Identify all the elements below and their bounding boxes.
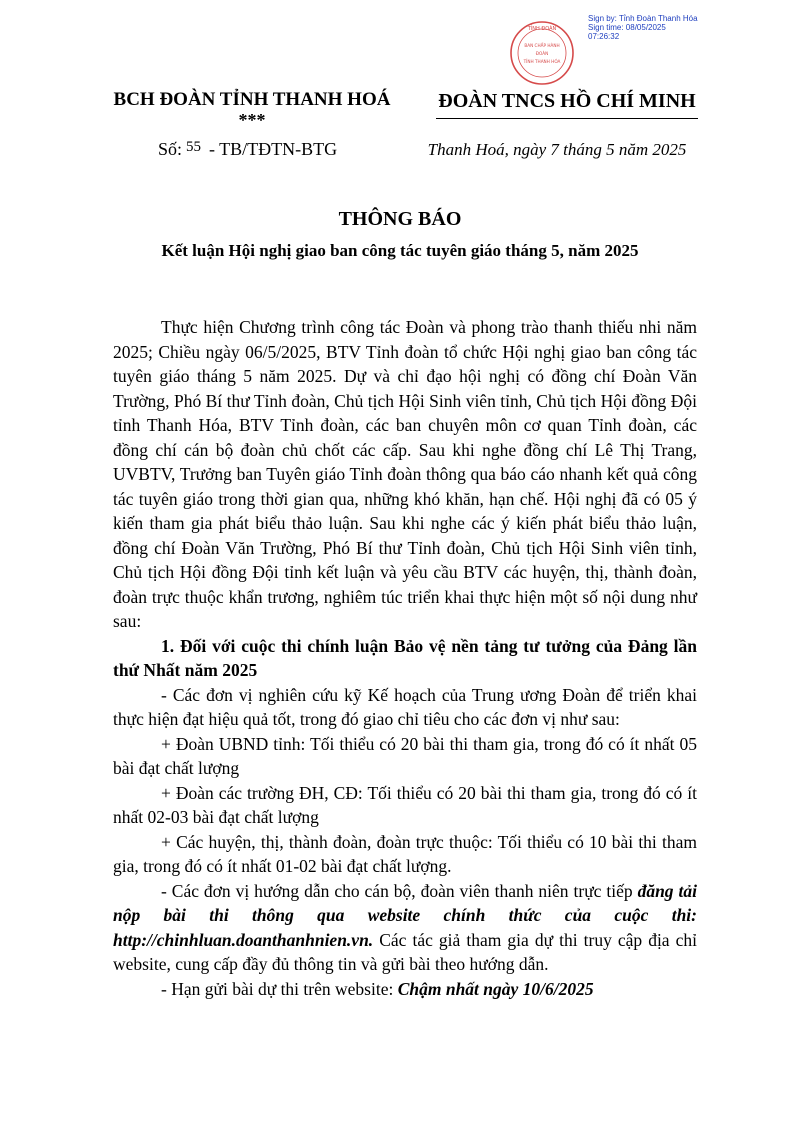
sign-time-text: Sign time: 08/05/2025 07:26:32: [588, 23, 666, 41]
number-prefix: Số:: [158, 139, 183, 159]
deadline-text: Chậm nhất ngày 10/6/2025: [397, 978, 594, 999]
section-1-paragraph-4: + Các huyện, thị, thành đoàn, đoàn trực thuộc: Tối thiểu có 10 bài thi tham gia, trong đó có ít nhất 01-02 bài đạt chất lượng.: [113, 831, 697, 876]
header-underline: [436, 118, 698, 119]
place-and-date: Thanh Hoá, ngày 7 tháng 5 năm 2025: [427, 140, 687, 159]
issuing-organization: BCH ĐOÀN TỈNH THANH HOÁ: [113, 89, 391, 110]
section-1-heading: 1. Đối với cuộc thi chính luận Bảo vệ nền tảng tư tưởng của Đảng lần thứ Nhất năm 2025: [113, 635, 697, 680]
official-seal-icon: [509, 20, 575, 86]
p5-plain: - Các đơn vị hướng dẫn cho cán bộ, đoàn viên thanh niên trực tiếp: [161, 880, 638, 901]
signed-by-text: Sign by: Tỉnh Đoàn Thanh Hóa: [588, 14, 698, 23]
document-number: [158, 139, 337, 160]
document-title: THÔNG BÁO: [338, 208, 462, 230]
section-1-paragraph-5: [113, 879, 697, 977]
seal-line-3: TỈNH THANH HÓA: [523, 59, 561, 64]
document-subtitle: Kết luận Hội nghị giao ban công tác tuyên giáo tháng 5, năm 2025: [161, 241, 639, 260]
document-body: [113, 315, 697, 1001]
section-1-paragraph-6: [113, 977, 697, 1002]
section-1-paragraph-3: + Đoàn các trường ĐH, CĐ: Tối thiểu có 20 bài thi tham gia, trong đó có ít nhất 02-03 bài đạt chất lượng: [113, 782, 697, 827]
seal-line-1: BAN CHẤP HÀNH: [524, 43, 560, 48]
section-1-paragraph-2: + Đoàn UBND tỉnh: Tối thiểu có 20 bài thi tham gia, trong đó có ít nhất 05 bài đạt chất lượng: [113, 733, 697, 778]
party-organization: ĐOÀN TNCS HỒ CHÍ MINH: [438, 90, 696, 112]
intro-paragraph: Thực hiện Chương trình công tác Đoàn và phong trào thanh thiếu nhi năm 2025; Chiều ngày 06/5/2025, BTV Tỉnh đoàn tổ chức Hội nghị giao ban công tác tuyên giáo tháng 5 năm 2025. Dự và chỉ đạo hội nghị có đồng chí Đoàn Văn Trường, Phó Bí thư Tỉnh đoàn, Chủ tịch Hội Sinh viên tỉnh, Chủ tịch Hội đồng Đội tỉnh Thanh Hóa, BTV Tỉnh đoàn, các ban chuyên môn cơ quan Tỉnh đoàn, các đồng chí cán bộ đoàn chủ chốt các cấp. Sau khi nghe đồng chí Lê Thị Trang, UVBTV, Trưởng ban Tuyên giáo Tỉnh đoàn thông qua báo cáo nhanh kết quả công tác tuyên giáo trong thời gian qua, những khó khăn, hạn chế. Hội nghị đã có 05 ý kiến tham gia phát biểu thảo luận. Sau khi nghe các ý kiến phát biểu thảo luận, đồng chí Đoàn Văn Trường, Phó Bí thư Tỉnh đoàn, Chủ tịch Hội Sinh viên tỉnh, Chủ tịch Hội đồng Đội tỉnh kết luận và yêu cầu BTV các huyện, thị, thành đoàn, đoàn trực thuộc khẩn trương, nghiêm túc triển khai thực hiện một số nội dung như sau:: [113, 317, 697, 631]
p5-rest: Các tác giả tham gia dự thi truy cập địa chỉ website, cung cấp đầy đủ thông tin và gửi bài theo hướng dẫn.: [113, 929, 697, 974]
number-value: 55: [186, 139, 202, 155]
number-suffix: - TB/TĐTN-BTG: [209, 139, 338, 159]
contest-website-link[interactable]: đăng tải nộp bài thi thông qua website chính thức của cuộc thi: http://chinhluan.doanthanhnien.vn.: [113, 880, 697, 950]
digital-signature-info: [588, 14, 698, 41]
header-stars: ***: [238, 110, 266, 130]
p6-plain: - Hạn gửi bài dự thi trên website:: [161, 978, 398, 999]
seal-line-2: ĐOÀN: [535, 51, 549, 56]
section-1-paragraph-1: - Các đơn vị nghiên cứu kỹ Kế hoạch của Trung ương Đoàn để triển khai thực hiện đạt hiệu quả tốt, trong đó giao chỉ tiêu cho các đơn vị như sau:: [113, 684, 697, 729]
seal-top-text: TỈNH ĐOÀN: [527, 26, 557, 32]
